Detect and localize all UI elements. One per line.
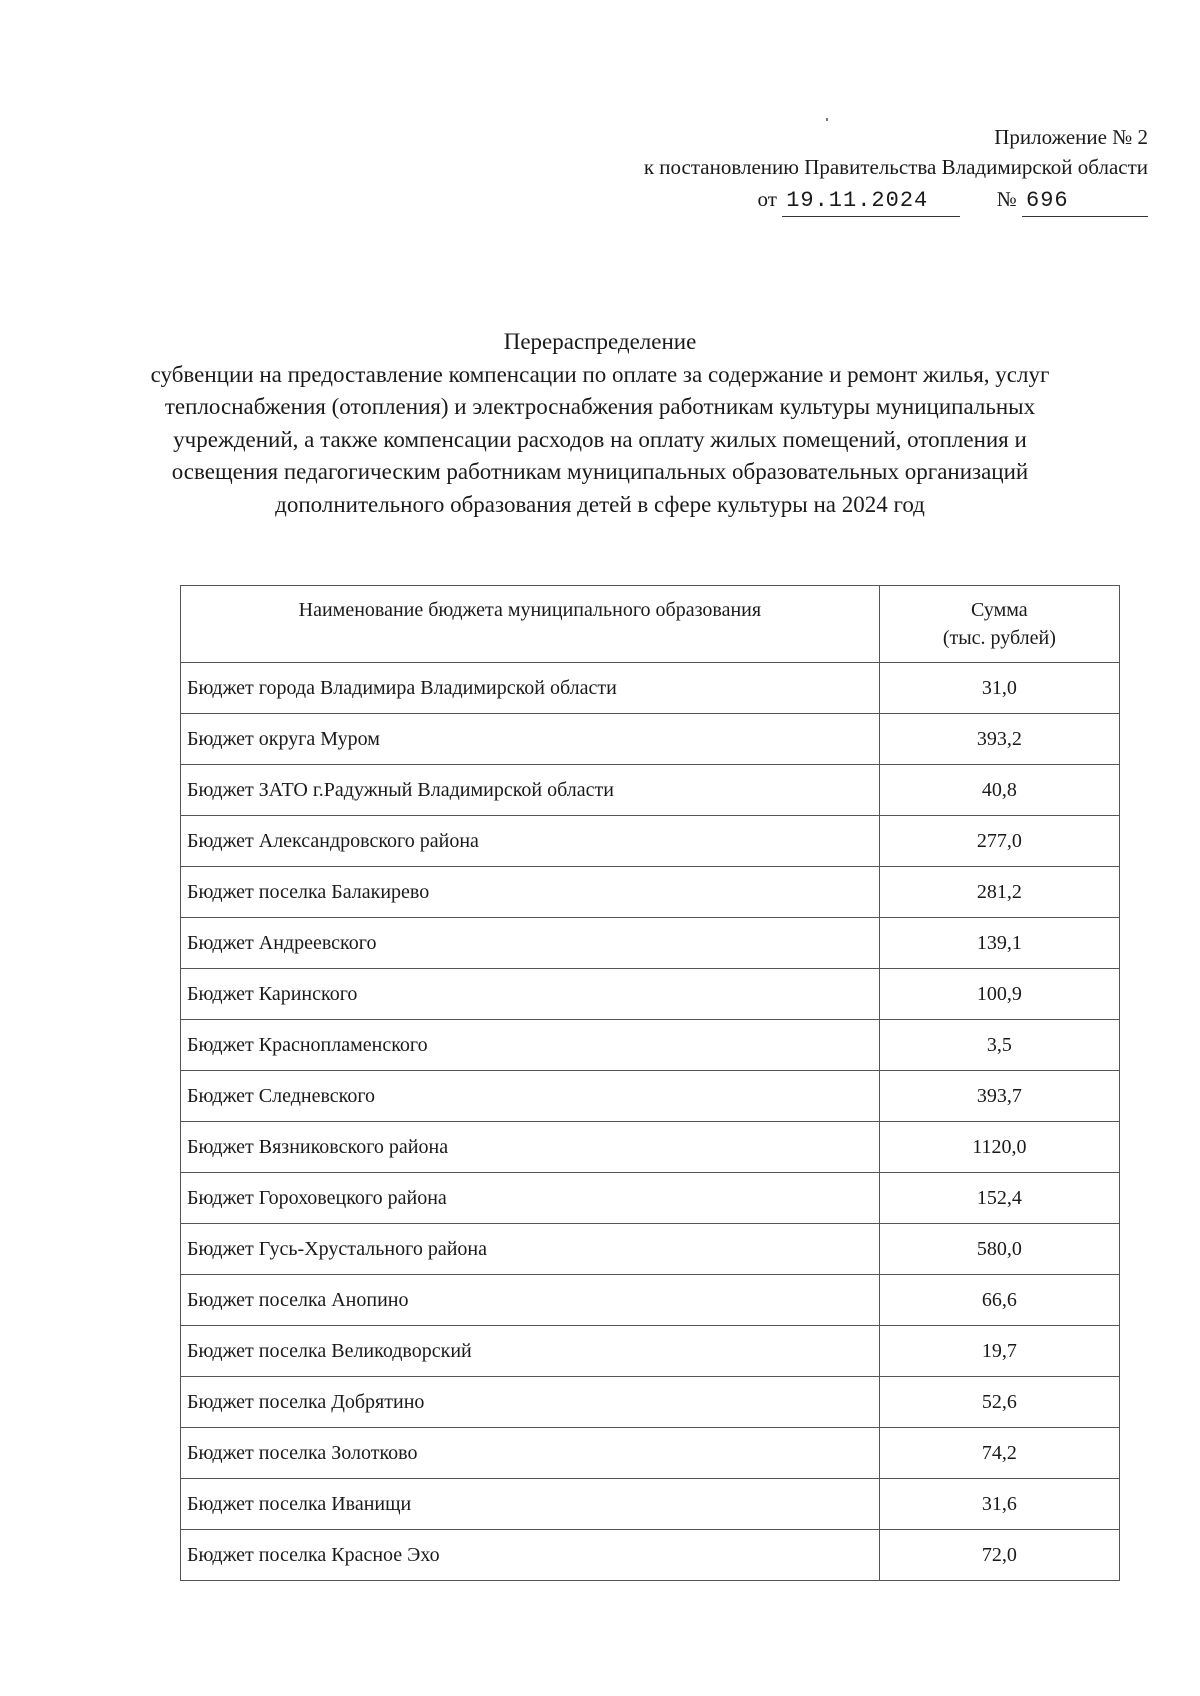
budget-sum-cell: 31,0 — [879, 663, 1119, 714]
table-row — [181, 1275, 1120, 1326]
table-row — [181, 1122, 1120, 1173]
scan-artifact — [826, 118, 828, 121]
document-title: Перераспределение — [503, 329, 697, 354]
table-row — [181, 1530, 1120, 1581]
table-row — [181, 816, 1120, 867]
number-prefix: № — [996, 187, 1017, 211]
budget-sum-cell: 100,9 — [879, 969, 1119, 1020]
document-subtitle: субвенции на предоставление компенсации по оплате за содержание и ремонт жилья, услуг теплоснабжения (отопления) и электроснабжения работникам культуры муниципальных учреждений, а также компенсации расходов на оплату жилых помещений, отопления и освещения педагогическим работникам муниципальных образовательных организаций дополнительного образования детей в сфере культуры на 2024 год — [150, 361, 1050, 517]
budget-sum-cell: 31,6 — [879, 1479, 1119, 1530]
budget-name-cell: Бюджет поселка Балакирево — [181, 867, 880, 918]
table-row — [181, 1224, 1120, 1275]
table-row — [181, 1071, 1120, 1122]
budget-name-cell: Бюджет Вязниковского района — [181, 1122, 880, 1173]
decree-date: 19.11.2024 — [782, 186, 960, 217]
budget-name-cell: Бюджет Андреевского — [181, 918, 880, 969]
table-row — [181, 1020, 1120, 1071]
budget-name-cell: Бюджет поселка Великодворский — [181, 1326, 880, 1377]
budget-sum-cell: 3,5 — [879, 1020, 1119, 1071]
table-body — [181, 663, 1120, 1581]
budget-sum-cell: 152,4 — [879, 1173, 1119, 1224]
budget-sum-cell: 66,6 — [879, 1275, 1119, 1326]
budget-sum-cell: 52,6 — [879, 1377, 1119, 1428]
decree-number: 696 — [1022, 186, 1148, 217]
document-title-block — [150, 326, 1050, 521]
table-row — [181, 867, 1120, 918]
budget-sum-cell: 393,7 — [879, 1071, 1119, 1122]
table-row — [181, 969, 1120, 1020]
budget-sum-cell: 40,8 — [879, 765, 1119, 816]
budget-name-cell: Бюджет Краснопламенского — [181, 1020, 880, 1071]
appendix-number: Приложение № 2 — [994, 125, 1148, 149]
header-sum-label: Сумма — [971, 599, 1028, 621]
table-row — [181, 1173, 1120, 1224]
budget-sum-cell: 281,2 — [879, 867, 1119, 918]
budget-sum-cell: 277,0 — [879, 816, 1119, 867]
budget-name-cell: Бюджет Александровского района — [181, 816, 880, 867]
budget-sum-cell: 393,2 — [879, 714, 1119, 765]
budget-name-cell: Бюджет поселка Красное Эхо — [181, 1530, 880, 1581]
budget-name-cell: Бюджет города Владимира Владимирской области — [181, 663, 880, 714]
budget-name-cell: Бюджет Следневского — [181, 1071, 880, 1122]
budget-name-cell: Бюджет Каринского — [181, 969, 880, 1020]
appendix-date-line — [644, 184, 1148, 217]
table-row — [181, 765, 1120, 816]
budget-sum-cell: 74,2 — [879, 1428, 1119, 1479]
header-budget-name: Наименование бюджета муниципального образования — [181, 586, 880, 663]
table-row — [181, 918, 1120, 969]
budget-sum-cell: 19,7 — [879, 1326, 1119, 1377]
budget-name-cell: Бюджет округа Муром — [181, 714, 880, 765]
budget-sum-cell: 1120,0 — [879, 1122, 1119, 1173]
budget-sum-cell: 72,0 — [879, 1530, 1119, 1581]
table-row — [181, 1479, 1120, 1530]
table-row — [181, 1326, 1120, 1377]
budget-name-cell: Бюджет Гусь-Хрустального района — [181, 1224, 880, 1275]
table-row — [181, 663, 1120, 714]
budget-name-cell: Бюджет ЗАТО г.Радужный Владимирской области — [181, 765, 880, 816]
header-sum — [879, 586, 1119, 663]
header-sum-unit: (тыс. рублей) — [942, 627, 1056, 649]
budget-sum-cell: 139,1 — [879, 918, 1119, 969]
budget-name-cell: Бюджет Гороховецкого района — [181, 1173, 880, 1224]
appendix-reference: к постановлению Правительства Владимирской области — [643, 155, 1148, 179]
budget-sum-cell: 580,0 — [879, 1224, 1119, 1275]
table-row — [181, 1377, 1120, 1428]
table-row — [181, 1428, 1120, 1479]
budget-name-cell: Бюджет поселка Добрятино — [181, 1377, 880, 1428]
table-row — [181, 714, 1120, 765]
table-header-row — [181, 586, 1120, 663]
budget-name-cell: Бюджет поселка Золотково — [181, 1428, 880, 1479]
budget-name-cell: Бюджет поселка Анопино — [181, 1275, 880, 1326]
date-prefix: от — [757, 187, 777, 211]
appendix-header — [644, 122, 1148, 217]
budget-name-cell: Бюджет поселка Иванищи — [181, 1479, 880, 1530]
budget-table — [180, 585, 1120, 1581]
